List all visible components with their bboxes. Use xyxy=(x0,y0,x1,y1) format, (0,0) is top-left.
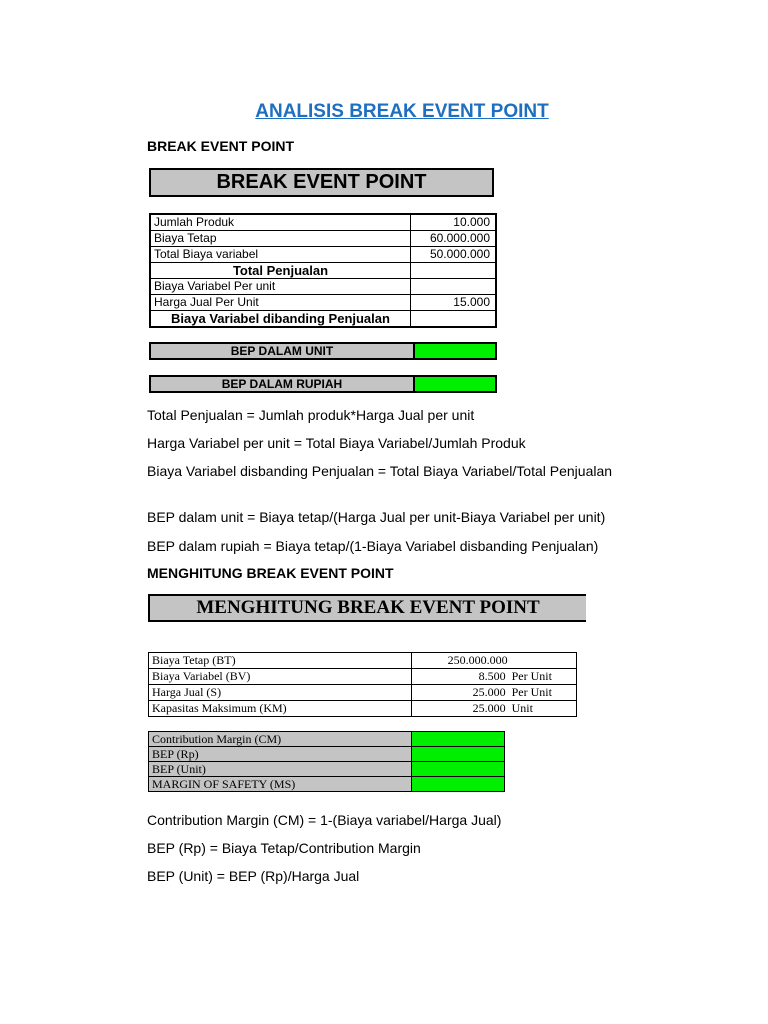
row-label: Biaya Variabel dibanding Penjualan xyxy=(150,311,411,328)
menghitung-input-table xyxy=(148,652,577,717)
row-label: Biaya Tetap xyxy=(150,231,411,247)
formula-text: Total Penjualan = Jumlah produk*Harga Jual per unit xyxy=(147,407,475,423)
formula-text: Contribution Margin (CM) = 1-(Biaya variabel/Harga Jual) xyxy=(147,812,502,828)
table-row xyxy=(150,214,496,231)
table-row xyxy=(149,777,505,792)
formula-text: BEP dalam rupiah = Biaya tetap/(1-Biaya Variabel disbanding Penjualan) xyxy=(147,538,599,554)
row-label: Harga Jual (S) xyxy=(149,685,412,701)
row-value[interactable]: 10.000 xyxy=(411,214,497,231)
row-value[interactable]: 60.000.000 xyxy=(411,231,497,247)
formula-text: BEP dalam unit = Biaya tetap/(Harga Jual per unit-Biaya Variabel per unit) xyxy=(147,509,606,525)
row-value[interactable]: 8.500 xyxy=(411,669,508,685)
bep-unit-value-cell[interactable] xyxy=(415,344,495,358)
bep-unit-bar xyxy=(149,342,497,360)
table-row xyxy=(149,747,505,762)
row-value[interactable]: 250.000.000 xyxy=(411,653,508,669)
table-row xyxy=(150,231,496,247)
menghitung-table-title: MENGHITUNG BREAK EVENT POINT xyxy=(148,594,586,622)
row-label: Biaya Variabel (BV) xyxy=(149,669,412,685)
table-row xyxy=(150,311,496,328)
section-heading-menghitung: MENGHITUNG BREAK EVENT POINT xyxy=(147,565,394,581)
formula-text: Harga Variabel per unit = Total Biaya Variabel/Jumlah Produk xyxy=(147,435,526,451)
formula-text: BEP (Unit) = BEP (Rp)/Harga Jual xyxy=(147,868,360,884)
result-value-cell[interactable] xyxy=(412,777,505,792)
bep-input-table xyxy=(149,213,497,328)
bep-table-title: BREAK EVENT POINT xyxy=(149,168,494,197)
row-label: Harga Jual Per Unit xyxy=(150,295,411,311)
table-row xyxy=(149,732,505,747)
result-label: BEP (Rp) xyxy=(149,747,412,762)
row-unit: Unit xyxy=(508,701,577,717)
section-heading-bep: BREAK EVENT POINT xyxy=(147,138,295,154)
row-value[interactable]: 50.000.000 xyxy=(411,247,497,263)
row-unit xyxy=(508,653,577,669)
result-value-cell[interactable] xyxy=(412,732,505,747)
table-row xyxy=(150,279,496,295)
row-value[interactable]: 25.000 xyxy=(411,701,508,717)
bep-rupiah-value-cell[interactable] xyxy=(415,377,495,391)
formula-text: BEP (Rp) = Biaya Tetap/Contribution Margin xyxy=(147,840,421,856)
row-unit: Per Unit xyxy=(508,685,577,701)
result-label: Contribution Margin (CM) xyxy=(149,732,412,747)
row-label: Kapasitas Maksimum (KM) xyxy=(149,701,412,717)
bep-unit-label: BEP DALAM UNIT xyxy=(151,344,415,358)
result-label: BEP (Unit) xyxy=(149,762,412,777)
row-value[interactable]: 25.000 xyxy=(411,685,508,701)
table-row xyxy=(149,701,577,717)
page-title: ANALISIS BREAK EVENT POINT xyxy=(255,101,549,122)
table-row xyxy=(149,762,505,777)
row-label: Total Biaya variabel xyxy=(150,247,411,263)
row-label: Biaya Variabel Per unit xyxy=(150,279,411,295)
row-label: Jumlah Produk xyxy=(150,214,411,231)
row-label: Total Penjualan xyxy=(150,263,411,279)
table-row xyxy=(150,263,496,279)
formula-text: Biaya Variabel disbanding Penjualan = Total Biaya Variabel/Total Penjualan xyxy=(147,463,613,479)
result-value-cell[interactable] xyxy=(412,762,505,777)
row-value[interactable]: 15.000 xyxy=(411,295,497,311)
row-label: Biaya Tetap (BT) xyxy=(149,653,412,669)
table-row xyxy=(149,685,577,701)
row-value[interactable] xyxy=(411,311,497,328)
result-label: MARGIN OF SAFETY (MS) xyxy=(149,777,412,792)
row-value[interactable] xyxy=(411,263,497,279)
menghitung-result-table xyxy=(148,731,505,792)
table-row xyxy=(150,295,496,311)
table-row xyxy=(149,653,577,669)
result-value-cell[interactable] xyxy=(412,747,505,762)
bep-rupiah-bar xyxy=(149,375,497,393)
bep-rupiah-label: BEP DALAM RUPIAH xyxy=(151,377,415,391)
row-unit: Per Unit xyxy=(508,669,577,685)
row-value[interactable] xyxy=(411,279,497,295)
table-row xyxy=(149,669,577,685)
table-row xyxy=(150,247,496,263)
